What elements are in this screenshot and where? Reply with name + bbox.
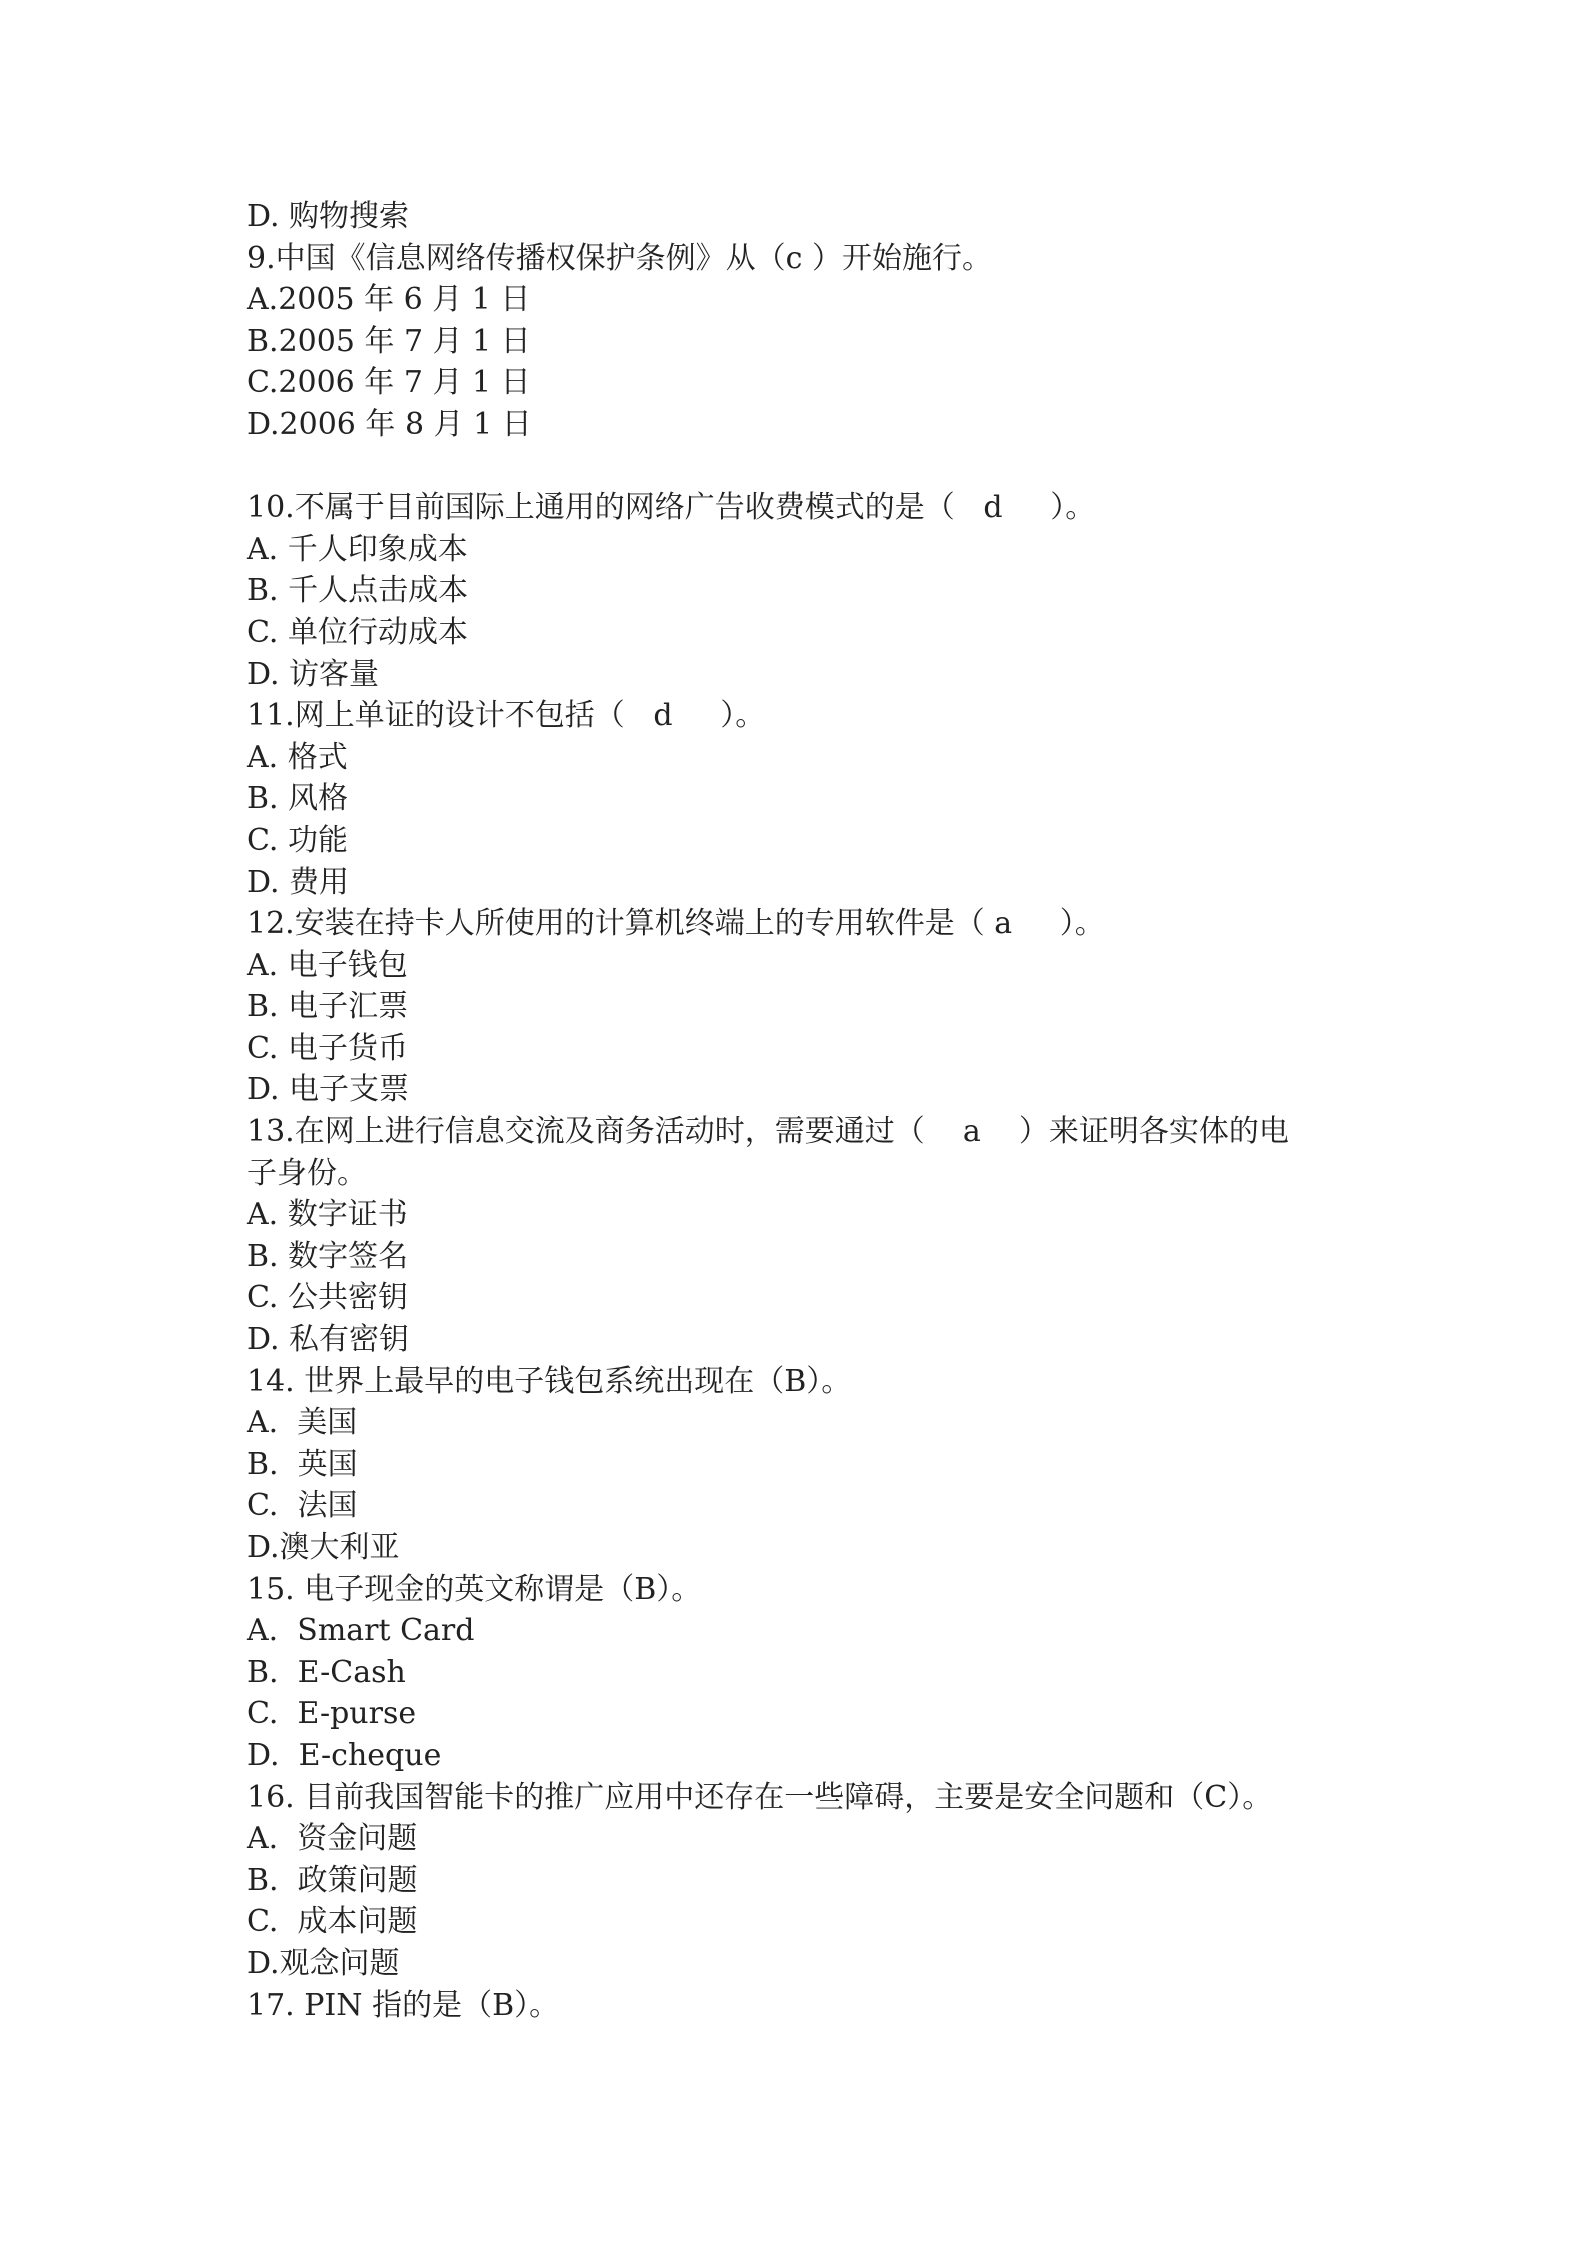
text-line: D. 购物搜索: [247, 199, 410, 234]
option-line: B. 政策问题: [247, 1862, 418, 1898]
option-line: D.澳大利亚: [247, 1530, 400, 1565]
option-line: D. E-cheque: [247, 1737, 442, 1773]
question-13-continued: 子身份。: [247, 1155, 367, 1191]
option-line: A. 资金问题: [247, 1821, 418, 1857]
document-body: [247, 196, 1397, 2026]
option-line: A. 千人印象成本: [247, 531, 468, 567]
question-13: 13.在网上进行信息交流及商务活动时，需要通过（ a ）来证明各实体的电: [247, 1114, 1289, 1150]
option-line: C. 成本问题: [247, 1904, 418, 1940]
option-line: A. 美国: [247, 1405, 358, 1441]
option-line: B. 千人点击成本: [247, 573, 469, 609]
question-15: 15. 电子现金的英文称谓是（B）。: [247, 1571, 702, 1607]
option-line: C.2006 年 7 月 1 日: [247, 365, 531, 401]
option-line: C. E-purse: [247, 1696, 417, 1732]
option-line: B.2005 年 7 月 1 日: [247, 323, 531, 359]
option-line: A. Smart Card: [247, 1613, 475, 1649]
option-line: D. 费用: [247, 864, 350, 900]
question-17: 17. PIN 指的是（B）。: [247, 1987, 560, 2023]
option-line: A. 数字证书: [247, 1197, 408, 1233]
option-line: B. 风格: [247, 781, 349, 817]
option-line: B. 数字签名: [247, 1238, 409, 1274]
question-9: 9.中国《信息网络传播权保护条例》从（c ）开始施行。: [247, 240, 992, 276]
question-16: 16. 目前我国智能卡的推广应用中还存在一些障碍，主要是安全问题和（C）。: [247, 1779, 1273, 1815]
option-line: D.2006 年 8 月 1 日: [247, 406, 532, 442]
question-12: 12.安装在持卡人所使用的计算机终端上的专用软件是（ a ）。: [247, 906, 1105, 942]
question-10: 10.不属于目前国际上通用的网络广告收费模式的是（ d ）。: [247, 490, 1096, 526]
option-line: A. 格式: [247, 739, 348, 775]
option-line: D. 访客量: [247, 656, 380, 692]
option-line: B. E-Cash: [247, 1654, 406, 1690]
option-line: D.观念问题: [247, 1945, 400, 1981]
option-line: C. 单位行动成本: [247, 614, 468, 650]
option-line: C. 功能: [247, 822, 348, 858]
option-line: C. 电子货币: [247, 1030, 408, 1066]
question-14: 14. 世界上最早的电子钱包系统出现在（B）。: [247, 1363, 852, 1399]
option-line: B. 英国: [247, 1446, 358, 1482]
option-line: A.2005 年 6 月 1 日: [247, 282, 531, 318]
question-11: 11.网上单证的设计不包括（ d ）。: [247, 698, 766, 734]
option-line: C. 公共密钥: [247, 1280, 408, 1316]
option-line: C. 法国: [247, 1488, 358, 1524]
option-line: B. 电子汇票: [247, 989, 409, 1025]
option-line: A. 电子钱包: [247, 947, 408, 983]
blank-line: [247, 446, 1397, 488]
option-line: D. 电子支票: [247, 1072, 410, 1108]
option-line: D. 私有密钥: [247, 1322, 410, 1358]
